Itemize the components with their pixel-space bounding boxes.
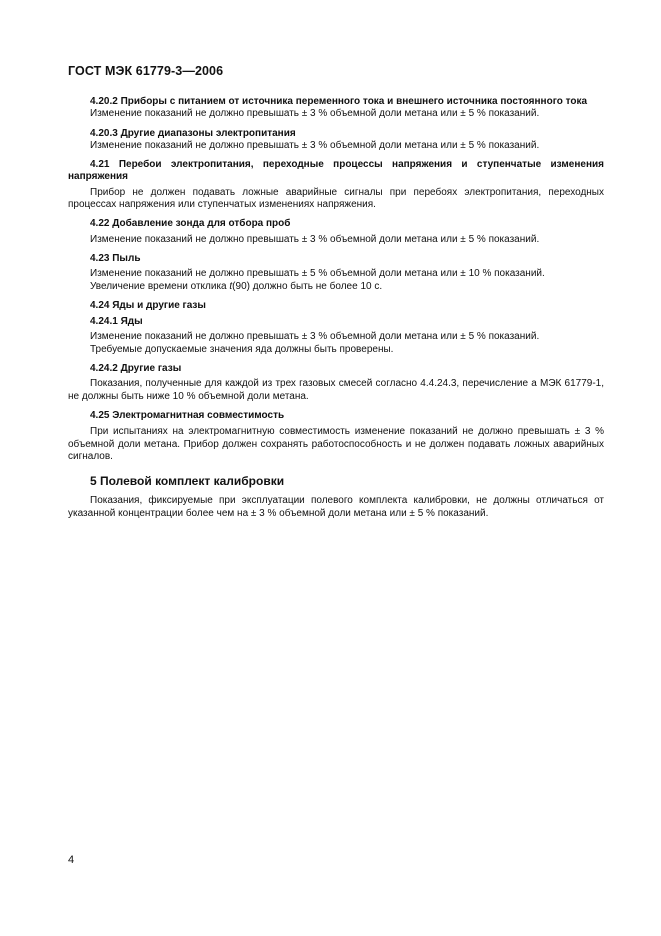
paragraph-4-20-3: Изменение показаний не должно превышать ± 3 % объемной доли метана или ± 5 % показаний. [90,139,540,151]
paragraph-4-24-2: Показания, полученные для каждой из трех газовых смесей согласно 4.4.24.3, перечисление а МЭК 61779-1, не должны быть ниже 10 % объемной доли метана. [68,378,604,402]
paragraph-4-21: Прибор не должен подавать ложные аварийные сигналы при перебоях электропитания, переходных процессах напряжения или ступенчатых изменениях напряжения. [68,186,604,211]
paragraph-4-20-2: Изменение показаний не должно превышать ± 3 % объемной доли метана или ± 5 % показаний. [90,108,540,120]
heading-4-23: 4.23 Пыль [90,252,141,264]
paragraph-4-23-2-t: t [229,280,233,292]
paragraph-4-23-1: Изменение показаний не должно превышать ± 5 % объемной доли метана или ± 10 % показаний. [90,268,545,280]
heading-4-24-1: 4.24.1 Яды [90,316,143,328]
heading-4-20-2: 4.20.2 Приборы с питанием от источника переменного тока и внешнего источника постоянного тока [90,96,588,107]
section-5-heading: 5 Полевой комплект калибровки [90,474,285,489]
heading-4-21: 4.21 Перебои электропитания, переходные процессы напряжения и ступенчатые изменения напряжения [68,159,604,183]
paragraph-4-23-2-pre: Увеличение времени отклика [90,280,230,292]
page-number: 4 [68,854,75,866]
paragraph-4-24-1-1: Изменение показаний не должно превышать ± 3 % объемной доли метана или ± 5 % показаний. [90,331,540,343]
heading-4-25: 4.25 Электромагнитная совместимость [90,409,285,421]
document-body [68,96,604,520]
heading-4-20-3: 4.20.3 Другие диапазоны электропитания [90,127,296,139]
document-header: ГОСТ МЭК 61779-3—2006 [68,64,224,78]
paragraph-4-24-1-2: Требуемые допускаемые значения яда должны быть проверены. [90,343,394,355]
paragraph-4-23-2 [68,281,604,293]
paragraph-5: Показания, фиксируемые при эксплуатации полевого комплекта калибровки, не должны отличаться от указанной концентрации более чем на ± 3 % объемной доли метана или ± 5 % показаний. [68,495,604,519]
heading-4-24: 4.24 Яды и другие газы [90,299,206,311]
paragraph-4-22: Изменение показаний не должно превышать ± 3 % объемной доли метана или ± 5 % показаний. [90,233,540,245]
heading-4-22: 4.22 Добавление зонда для отбора проб [90,218,291,230]
paragraph-4-23-2-post: (90) должно быть не более 10 с. [232,280,383,292]
paragraph-4-25: При испытаниях на электромагнитную совместимость изменение показаний не должно превышать ± 3 % объемной доли метана. Прибор должен сохранять работоспособность и не должен подавать ложных аварийных сигналов. [68,426,604,462]
heading-4-24-2: 4.24.2 Другие газы [90,363,182,375]
